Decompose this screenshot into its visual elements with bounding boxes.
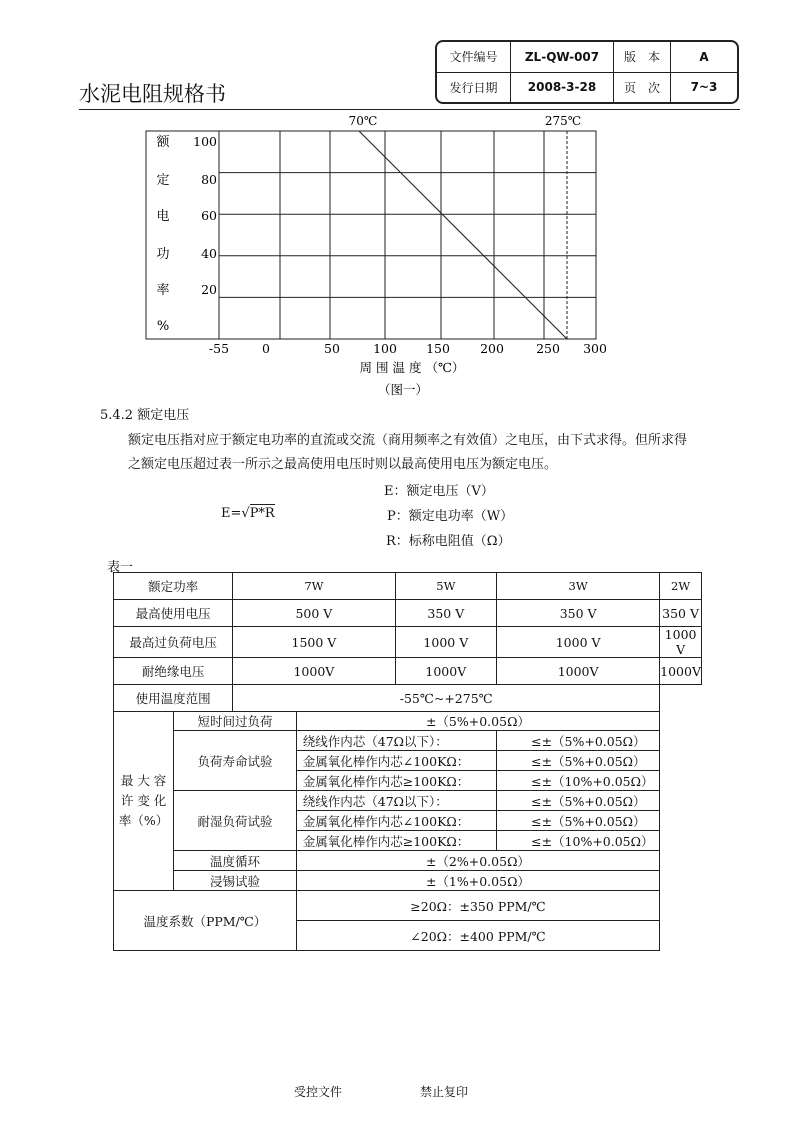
table-cell: 1000 V <box>497 627 660 658</box>
table-cell: 1000V <box>395 658 497 685</box>
y-label-char: 功 <box>156 247 170 262</box>
y-tick-label: 40 <box>201 246 217 261</box>
table-cell: 绕线作内芯（47Ω以下）： <box>296 731 496 751</box>
legend-p: P：额定电功率（W） <box>387 509 514 524</box>
legend-r: R：标称电阻值（Ω） <box>386 534 511 549</box>
table-label: 表一 <box>107 560 134 575</box>
y-tick-label: 100 <box>193 134 217 149</box>
table-row <box>114 871 702 891</box>
page-value: 7~3 <box>671 72 738 102</box>
file-no-label: 文件编号 <box>437 42 511 72</box>
chart-vertical-gridlines <box>219 131 544 339</box>
table-row <box>114 658 702 685</box>
footer-no-copy: 禁止复印 <box>420 1085 469 1099</box>
page-label: 页 次 <box>614 72 671 102</box>
load-life-label: 负荷寿命试验 <box>174 731 297 791</box>
tcr-value-high: ≥20Ω：±350 PPM/℃ <box>296 891 659 921</box>
x-tick-label: 0 <box>262 341 270 356</box>
table-cell: 3W <box>497 573 660 600</box>
table-row <box>114 600 702 627</box>
y-label-char: 额 <box>156 135 170 150</box>
solder-dip-value: ±（1%+0.05Ω） <box>296 871 659 891</box>
date-value: 2008-3-28 <box>511 72 614 102</box>
tcr-label: 温度系数（PPM/℃） <box>114 891 297 951</box>
table-cell: 350 V <box>497 600 660 627</box>
max-voltage-label: 最高使用电压 <box>114 600 233 627</box>
x-tick-label: 200 <box>480 341 504 356</box>
table-cell: ≤±（10%+0.05Ω） <box>497 771 660 791</box>
legend-e: E：额定电压（V） <box>384 484 494 499</box>
table-cell: 金属氧化棒作内芯∠100KΩ： <box>296 811 496 831</box>
table-cell: 1000V <box>497 658 660 685</box>
temp-range-value: -55℃~+275℃ <box>233 685 660 712</box>
y-label-char: 定 <box>156 173 170 188</box>
date-label: 发行日期 <box>437 72 511 102</box>
chart-y-axis-label <box>156 134 170 334</box>
formula <box>221 506 275 521</box>
x-tick-label: 300 <box>583 341 607 356</box>
table-cell: ≤±（5%+0.05Ω） <box>497 751 660 771</box>
chart-derating-line <box>359 131 567 339</box>
table-cell: ≤±（5%+0.05Ω） <box>497 811 660 831</box>
y-tick-label: 20 <box>201 282 217 297</box>
table-cell: 金属氧化棒作内芯∠100KΩ： <box>296 751 496 771</box>
x-tick-label: -55 <box>208 341 230 356</box>
chart-x-tick-labels <box>209 341 607 356</box>
table-row <box>114 791 702 811</box>
table-cell: 1000V <box>233 658 395 685</box>
table-cell: 绕线作内芯（47Ω以下）： <box>296 791 496 811</box>
version-value: A <box>671 42 738 72</box>
document-title: 水泥电阻规格书 <box>79 82 226 106</box>
table-cell: ≤±（5%+0.05Ω） <box>497 791 660 811</box>
y-label-char: % <box>156 319 170 334</box>
table-cell: ≤±（5%+0.05Ω） <box>497 731 660 751</box>
x-tick-label: 250 <box>536 341 560 356</box>
file-no-value: ZL-QW-007 <box>511 42 614 72</box>
table-cell: 金属氧化棒作内芯≥100KΩ： <box>296 831 496 851</box>
table-cell: 1000V <box>660 658 702 685</box>
sqrt-symbol: √ <box>241 506 250 521</box>
table-row <box>114 891 702 921</box>
max-change-label: 最 大 容 许 变 化 率（%） <box>114 712 174 891</box>
temp-cycle-label: 温度循环 <box>174 851 297 871</box>
table-row <box>114 731 702 751</box>
table-cell: 350 V <box>660 600 702 627</box>
table-cell: 1500 V <box>233 627 395 658</box>
table-cell: 350 V <box>395 600 497 627</box>
section-title: 5.4.2 额定电压 <box>100 408 190 423</box>
y-label-char: 率 <box>156 283 170 298</box>
chart-frame <box>146 131 596 339</box>
table-cell: 金属氧化棒作内芯≥100KΩ： <box>296 771 496 791</box>
chart-x-axis-title: 周 围 温 度 （℃） <box>359 360 465 375</box>
tcr-value-low: ∠20Ω：±400 PPM/℃ <box>296 921 659 951</box>
x-tick-label: 150 <box>426 341 450 356</box>
annotation-275c: 275℃ <box>544 114 582 128</box>
y-tick-label: 60 <box>201 208 217 223</box>
formula-left: E= <box>221 506 242 521</box>
table-cell: ≤±（10%+0.05Ω） <box>497 831 660 851</box>
solder-dip-label: 浸锡试验 <box>174 871 297 891</box>
table-cell: 1000 V <box>660 627 702 658</box>
section-paragraph-1: 额定电压指对应于额定电功率的直流或交流（商用频率之有效值）之电压，由下式求得。但所求得 <box>128 433 688 448</box>
table-row <box>114 573 702 600</box>
table-row <box>114 685 702 712</box>
y-tick-label: 80 <box>201 172 217 187</box>
x-tick-label: 50 <box>324 341 340 356</box>
table-row <box>114 851 702 871</box>
table-cell: 500 V <box>233 600 395 627</box>
spec-table <box>113 572 702 951</box>
table-cell: 7W <box>233 573 395 600</box>
chart-horizontal-gridlines <box>219 173 596 298</box>
temp-range-label: 使用温度范围 <box>114 685 233 712</box>
table-cell: 2W <box>660 573 702 600</box>
short-overload-value: ±（5%+0.05Ω） <box>296 712 659 731</box>
chart-caption: （图一） <box>377 382 429 397</box>
section-paragraph-2: 之额定电压超过表一所示之最高使用电压时则以最高使用电压为额定电压。 <box>128 457 558 472</box>
formula-radicand: P*R <box>249 506 275 521</box>
insulation-label: 耐绝缘电压 <box>114 658 233 685</box>
version-label: 版 本 <box>614 42 671 72</box>
short-overload-label: 短时间过负荷 <box>174 712 297 731</box>
derating-chart <box>0 0 793 400</box>
temp-cycle-value: ±（2%+0.05Ω） <box>296 851 659 871</box>
x-tick-label: 100 <box>373 341 397 356</box>
max-overload-label: 最高过负荷电压 <box>114 627 233 658</box>
table-cell: 5W <box>395 573 497 600</box>
chart-y-tick-labels <box>193 134 217 297</box>
table-row <box>114 627 702 658</box>
y-label-char: 电 <box>156 209 170 224</box>
annotation-70c: 70℃ <box>348 114 378 128</box>
rated-power-label: 额定功率 <box>114 573 233 600</box>
humidity-load-label: 耐湿负荷试验 <box>174 791 297 851</box>
footer-controlled: 受控文件 <box>294 1085 343 1099</box>
table-row <box>114 712 702 731</box>
table-cell: 1000 V <box>395 627 497 658</box>
